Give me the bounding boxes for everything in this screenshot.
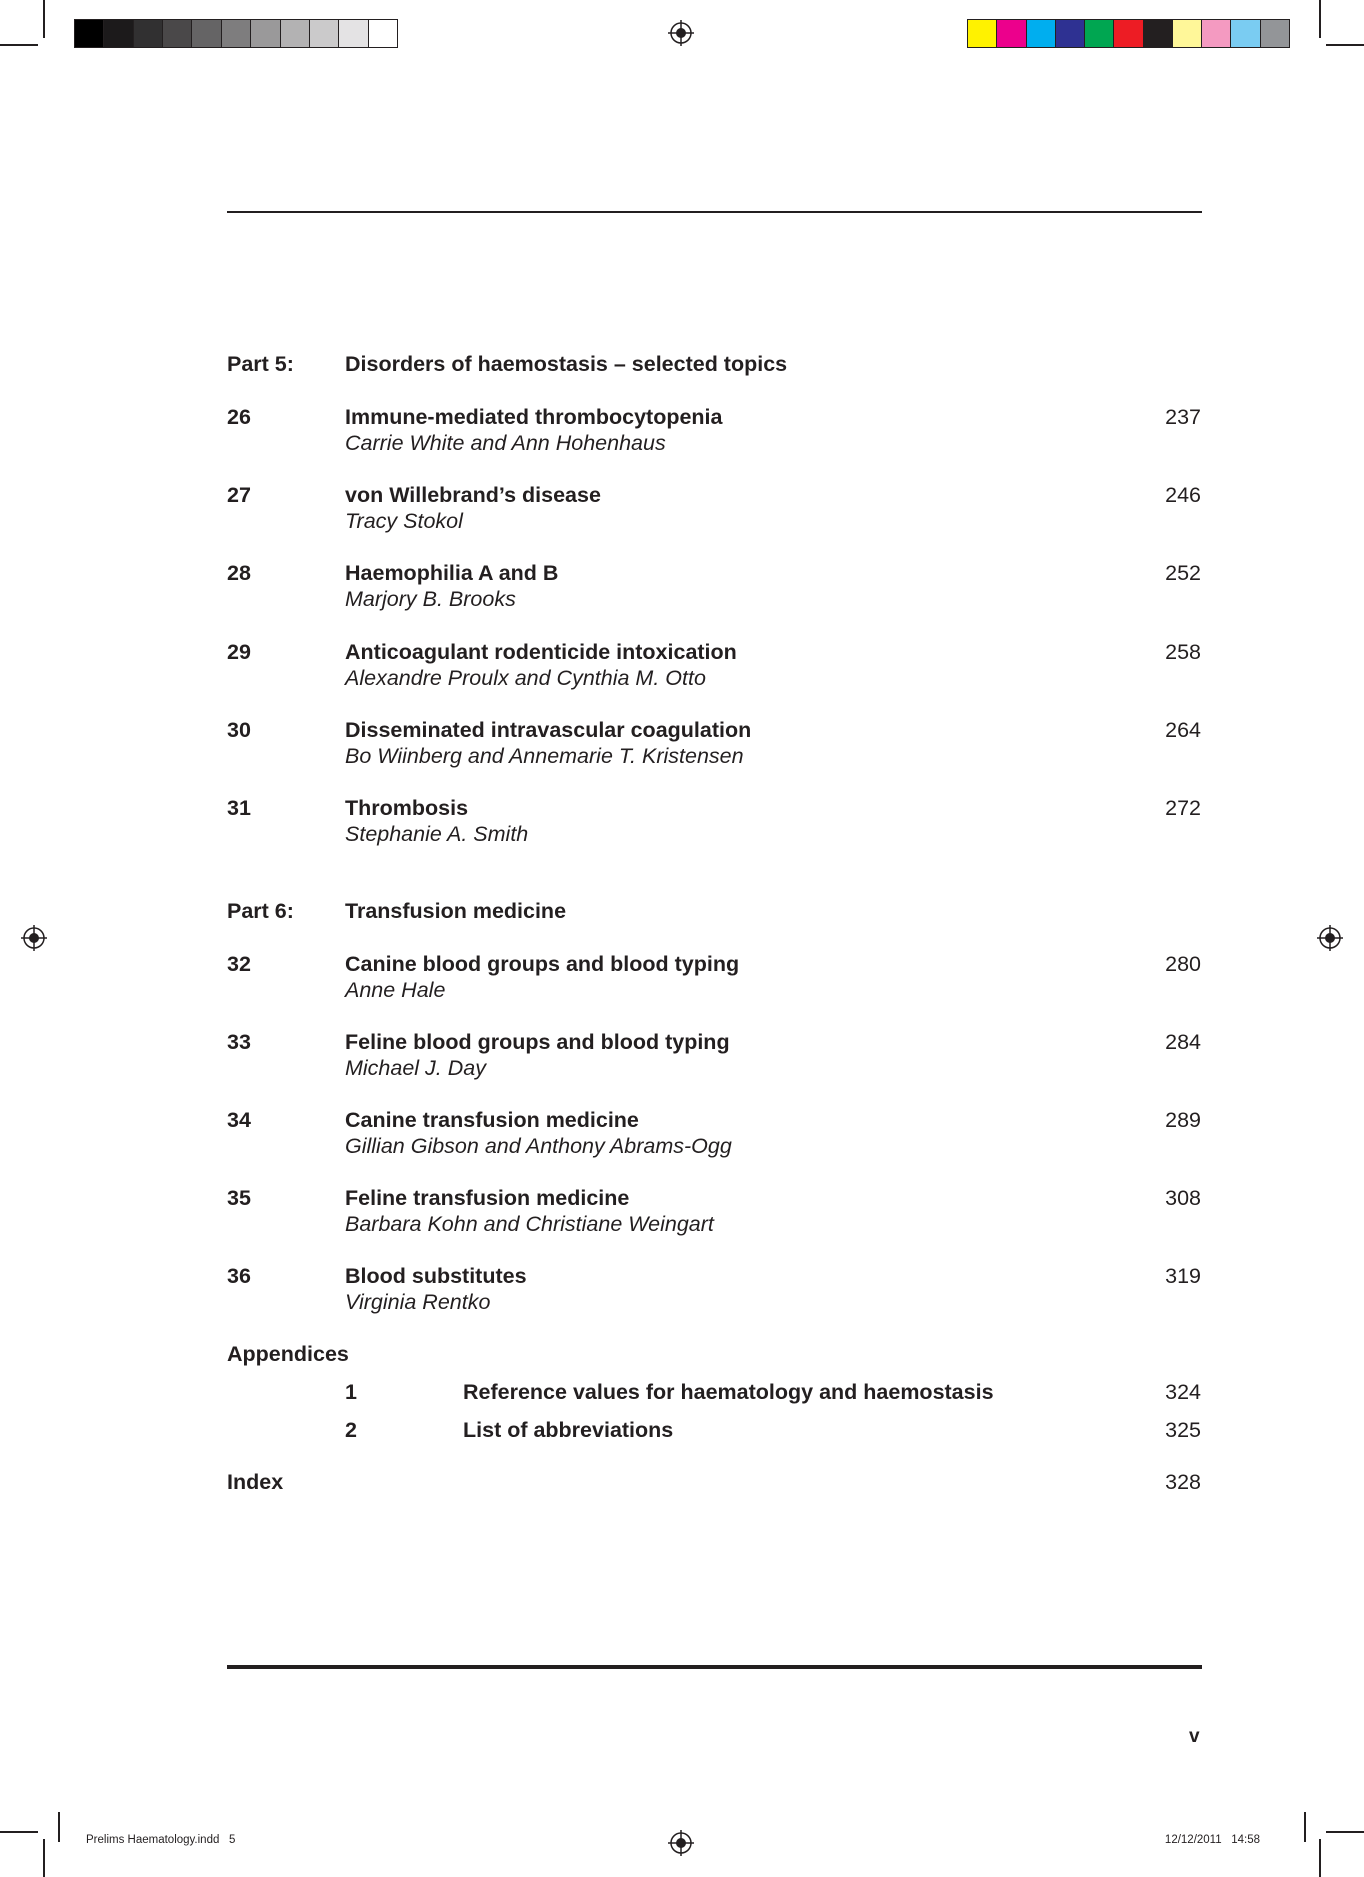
chapter-page: 246 <box>1165 483 1201 507</box>
grayscale-swatch <box>192 20 221 47</box>
process-color-bar <box>967 19 1290 48</box>
chapter-author: Anne Hale <box>345 978 446 1002</box>
registration-mark-icon <box>1317 925 1343 951</box>
slug-filename: Prelims Haematology.indd 5 <box>86 1834 236 1846</box>
chapter-page: 252 <box>1165 561 1201 585</box>
chapter-number: 30 <box>227 718 251 742</box>
process-color-swatch <box>1261 20 1289 47</box>
grayscale-swatch <box>339 20 368 47</box>
chapter-author: Alexandre Proulx and Cynthia M. Otto <box>345 666 706 690</box>
chapter-number: 31 <box>227 796 251 820</box>
grayscale-swatch <box>281 20 310 47</box>
crop-mark <box>1319 0 1321 38</box>
crop-mark <box>1326 44 1364 46</box>
part-5-title: Disorders of haemostasis – selected topics <box>345 352 788 376</box>
process-color-swatch <box>968 20 997 47</box>
page-folio: v <box>1189 1726 1200 1747</box>
chapter-number: 36 <box>227 1264 251 1288</box>
bottom-rule <box>227 1665 1202 1669</box>
part-6-label: Part 6: <box>227 899 294 923</box>
chapter-number: 35 <box>227 1186 251 1210</box>
crop-mark <box>1319 1839 1321 1877</box>
process-color-swatch <box>1114 20 1143 47</box>
process-color-swatch <box>1173 20 1202 47</box>
top-rule <box>227 211 1202 213</box>
chapter-title: Canine blood groups and blood typing <box>345 952 740 976</box>
chapter-author: Barbara Kohn and Christiane Weingart <box>345 1212 714 1236</box>
chapter-number: 33 <box>227 1030 251 1054</box>
chapter-author: Marjory B. Brooks <box>345 587 516 611</box>
appendix-number: 1 <box>345 1380 357 1404</box>
chapter-title: Anticoagulant rodenticide intoxication <box>345 640 737 664</box>
chapter-number: 29 <box>227 640 251 664</box>
index-page: 328 <box>1165 1470 1201 1494</box>
crop-mark <box>1326 1831 1364 1833</box>
registration-mark-icon <box>668 1830 694 1856</box>
chapter-number: 27 <box>227 483 251 507</box>
chapter-author: Michael J. Day <box>345 1056 486 1080</box>
chapter-page: 264 <box>1165 718 1201 742</box>
chapter-page: 284 <box>1165 1030 1201 1054</box>
chapter-number: 34 <box>227 1108 251 1132</box>
crop-mark <box>58 1812 60 1842</box>
chapter-title: von Willebrand’s disease <box>345 483 601 507</box>
chapter-author: Bo Wiinberg and Annemarie T. Kristensen <box>345 744 744 768</box>
crop-mark <box>43 1839 45 1877</box>
slug-datetime: 12/12/2011 14:58 <box>1164 1834 1260 1846</box>
grayscale-swatch <box>222 20 251 47</box>
crop-mark <box>0 1831 38 1833</box>
chapter-title: Canine transfusion medicine <box>345 1108 639 1132</box>
appendix-page: 325 <box>1165 1418 1201 1442</box>
index-label: Index <box>227 1470 284 1494</box>
process-color-swatch <box>1027 20 1056 47</box>
appendix-number: 2 <box>345 1418 357 1442</box>
grayscale-swatch <box>251 20 280 47</box>
chapter-number: 32 <box>227 952 251 976</box>
chapter-title: Immune-mediated thrombocytopenia <box>345 405 723 429</box>
part-5-label: Part 5: <box>227 352 294 376</box>
chapter-title: Blood substitutes <box>345 1264 527 1288</box>
crop-mark <box>43 0 45 38</box>
chapter-author: Gillian Gibson and Anthony Abrams-Ogg <box>345 1134 732 1158</box>
chapter-page: 308 <box>1165 1186 1201 1210</box>
crop-mark <box>1304 1812 1306 1842</box>
chapter-title: Feline blood groups and blood typing <box>345 1030 730 1054</box>
chapter-page: 319 <box>1165 1264 1201 1288</box>
crop-mark <box>0 44 38 46</box>
chapter-author: Stephanie A. Smith <box>345 822 529 846</box>
registration-mark-icon <box>668 20 694 46</box>
appendix-title: Reference values for haematology and haemostasis <box>463 1380 994 1404</box>
appendix-page: 324 <box>1165 1380 1201 1404</box>
chapter-author: Tracy Stokol <box>345 509 463 533</box>
chapter-page: 237 <box>1165 405 1201 429</box>
chapter-number: 28 <box>227 561 251 585</box>
part-6-title: Transfusion medicine <box>345 899 567 923</box>
grayscale-swatch <box>134 20 163 47</box>
chapter-page: 258 <box>1165 640 1201 664</box>
chapter-page: 272 <box>1165 796 1201 820</box>
chapter-title: Disseminated intravascular coagulation <box>345 718 752 742</box>
chapter-title: Feline transfusion medicine <box>345 1186 630 1210</box>
chapter-number: 26 <box>227 405 251 429</box>
grayscale-color-bar <box>74 19 398 48</box>
process-color-swatch <box>1085 20 1114 47</box>
chapter-author: Virginia Rentko <box>345 1290 491 1314</box>
appendices-heading: Appendices <box>227 1342 349 1366</box>
chapter-author: Carrie White and Ann Hohenhaus <box>345 431 666 455</box>
process-color-swatch <box>1056 20 1085 47</box>
process-color-swatch <box>1202 20 1231 47</box>
chapter-title: Haemophilia A and B <box>345 561 559 585</box>
appendix-title: List of abbreviations <box>463 1418 674 1442</box>
process-color-swatch <box>1231 20 1260 47</box>
chapter-page: 280 <box>1165 952 1201 976</box>
grayscale-swatch <box>163 20 192 47</box>
process-color-swatch <box>1144 20 1173 47</box>
grayscale-swatch <box>104 20 133 47</box>
grayscale-swatch <box>369 20 397 47</box>
grayscale-swatch <box>310 20 339 47</box>
grayscale-swatch <box>75 20 104 47</box>
registration-mark-icon <box>21 925 47 951</box>
process-color-swatch <box>997 20 1026 47</box>
chapter-page: 289 <box>1165 1108 1201 1132</box>
chapter-title: Thrombosis <box>345 796 469 820</box>
